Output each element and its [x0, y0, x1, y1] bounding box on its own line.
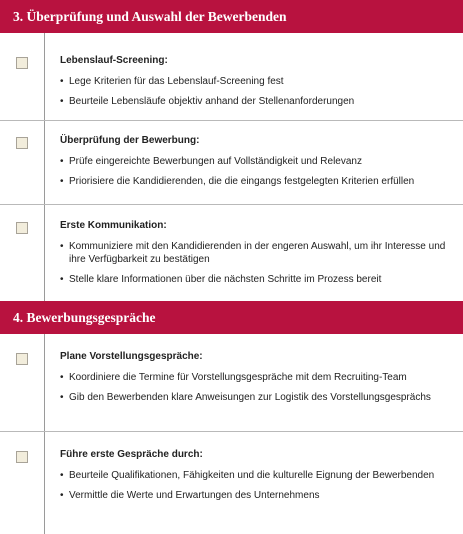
bullet-dot: • [60, 241, 64, 252]
bullet-dot: • [60, 76, 64, 87]
bullet-dot: • [60, 176, 64, 187]
bullet-item [60, 489, 449, 502]
bullet-dot: • [60, 470, 64, 481]
checkbox-column [0, 121, 45, 204]
bullet-dot: • [60, 274, 64, 285]
checkbox-application-review[interactable] [16, 137, 28, 149]
checkbox-first-interviews[interactable] [16, 451, 28, 463]
bullet-dot: • [60, 156, 64, 167]
checkbox-column [0, 432, 45, 534]
checkbox-column [0, 33, 45, 120]
bullet-text: Lege Kriterien für das Lebenslauf-Screening fest [69, 76, 284, 87]
bullet-item [60, 273, 449, 286]
bullet-item [60, 75, 449, 88]
checkbox-plan-interviews[interactable] [16, 353, 28, 365]
bullet-text: Gib den Bewerbenden klare Anweisungen zur Logistik des Vorstellungsgesprächs [69, 392, 431, 403]
bullet-text: Kommuniziere mit den Kandidierenden in der engeren Auswahl, um ihr Interesse und ihre Verfügbarkeit zu bestätigen [69, 241, 446, 265]
checkbox-resume-screening[interactable] [16, 57, 28, 69]
bullet-item [60, 371, 449, 384]
bullet-item [60, 95, 449, 108]
checklist-row-first-interviews [0, 432, 463, 534]
bullet-text: Prüfe eingereichte Bewerbungen auf Vollständigkeit und Relevanz [69, 156, 362, 167]
bullet-item [60, 240, 449, 266]
section-header-interviews: 4. Bewerbungsgespräche [0, 301, 463, 334]
section-interviews-rows [0, 334, 463, 534]
item-title-first-interviews: Führe erste Gespräche durch: [60, 449, 203, 460]
bullet-dot: • [60, 96, 64, 107]
bullet-dot: • [60, 490, 64, 501]
bullet-dot: • [60, 372, 64, 383]
bullet-item [60, 175, 449, 188]
checkbox-first-communication[interactable] [16, 222, 28, 234]
checklist-row-plan-interviews [0, 334, 463, 432]
row-content [45, 33, 463, 120]
bullet-item [60, 391, 449, 404]
checklist-row-application-review [0, 121, 463, 205]
item-title-resume-screening: Lebenslauf-Screening: [60, 55, 168, 66]
item-title-first-communication: Erste Kommunikation: [60, 220, 167, 231]
item-title-plan-interviews: Plane Vorstellungsgespräche: [60, 351, 203, 362]
bullet-text: Koordiniere die Termine für Vorstellungsgespräche mit dem Recruiting-Team [69, 372, 407, 383]
item-title-application-review: Überprüfung der Bewerbung: [60, 135, 200, 146]
row-content [45, 334, 463, 431]
bullet-text: Priorisiere die Kandidierenden, die die eingangs festgelegten Kriterien erfüllen [69, 176, 415, 187]
row-content [45, 121, 463, 204]
bullet-text: Beurteile Lebensläufe objektiv anhand der Stellenanforderungen [69, 96, 355, 107]
bullet-text: Stelle klare Informationen über die nächsten Schritte im Prozess bereit [69, 274, 382, 285]
row-content [45, 205, 463, 301]
section-screening-rows [0, 33, 463, 301]
checklist-row-resume-screening [0, 33, 463, 121]
bullet-text: Beurteile Qualifikationen, Fähigkeiten und die kulturelle Eignung der Bewerbenden [69, 470, 435, 481]
checkbox-column [0, 334, 45, 431]
checklist-row-first-communication [0, 205, 463, 301]
checkbox-column [0, 205, 45, 301]
bullet-dot: • [60, 392, 64, 403]
bullet-text: Vermittle die Werte und Erwartungen des Unternehmens [69, 490, 320, 501]
row-content [45, 432, 463, 534]
section-header-screening: 3. Überprüfung und Auswahl der Bewerbenden [0, 0, 463, 33]
bullet-item [60, 155, 449, 168]
bullet-item [60, 469, 449, 482]
